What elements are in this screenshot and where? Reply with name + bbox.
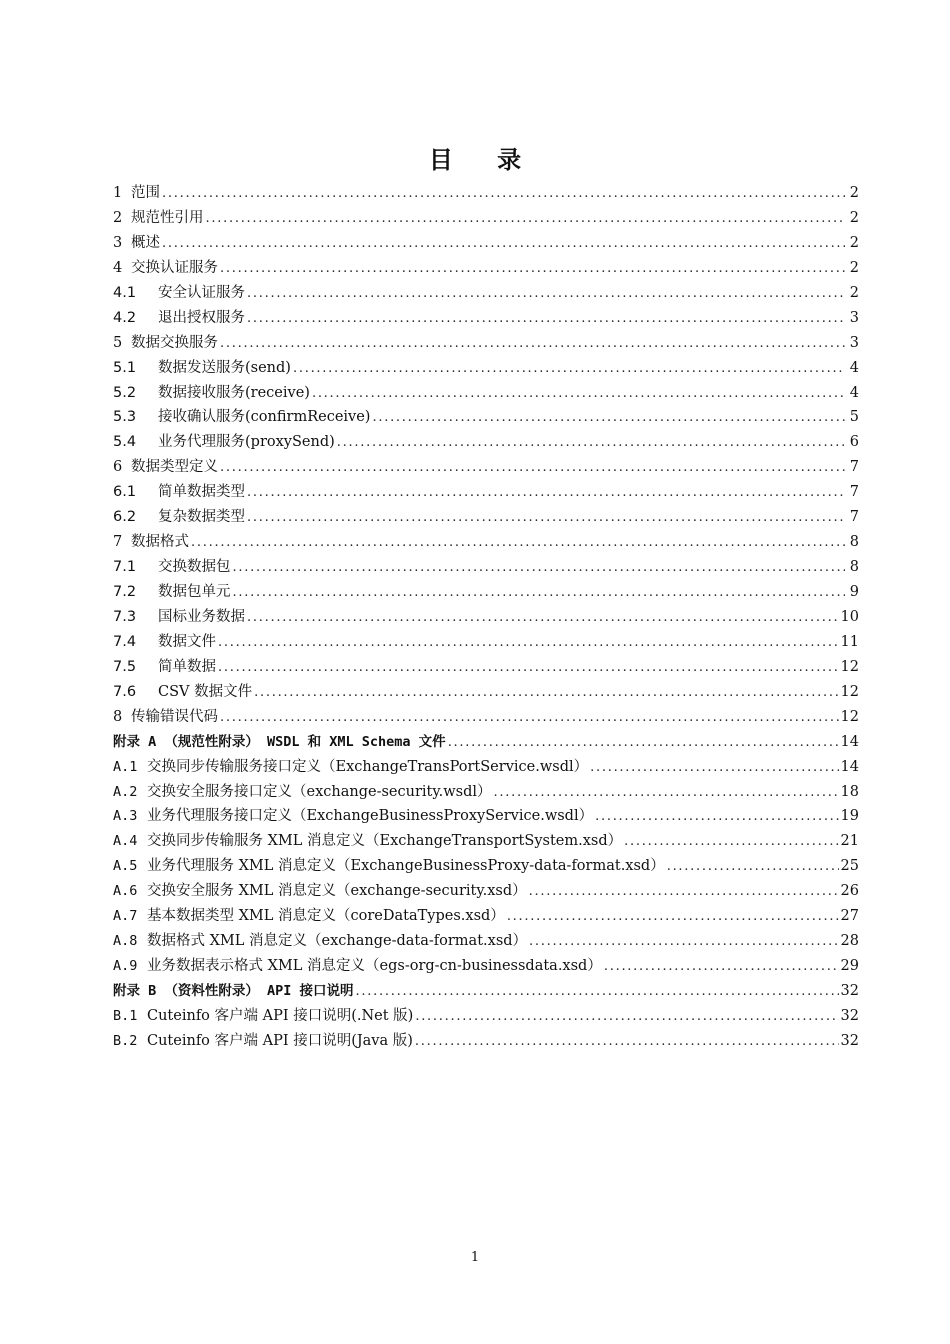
toc-entry[interactable] bbox=[113, 1029, 859, 1054]
toc-entry-label: 交换同步传输服务接口定义（ExchangeTransPortService.wsdl） bbox=[147, 758, 589, 775]
page-title: 目 录 bbox=[428, 146, 540, 174]
toc-leader-dots bbox=[507, 904, 839, 929]
toc-entry-number: 6.2 bbox=[113, 509, 137, 526]
toc-entry[interactable] bbox=[113, 705, 859, 730]
toc-entry-label: 复杂数据类型 bbox=[158, 509, 245, 526]
toc-entry-label: 数据文件 bbox=[158, 633, 216, 650]
toc-leader-dots bbox=[448, 730, 839, 755]
toc-entry-page: 8 bbox=[849, 534, 859, 551]
toc-leader-dots bbox=[233, 555, 846, 580]
toc-leader-dots bbox=[529, 879, 839, 904]
toc-entry[interactable] bbox=[113, 680, 859, 705]
toc-entry-page: 12 bbox=[840, 683, 859, 700]
toc-entry-page: 7 bbox=[849, 509, 859, 526]
toc-entry-page: 3 bbox=[849, 309, 859, 326]
toc-entry-label: 数据类型定义 bbox=[131, 459, 218, 476]
toc-entry-label: 数据交换服务 bbox=[131, 334, 218, 351]
toc-leader-dots bbox=[220, 705, 839, 730]
toc-entry[interactable] bbox=[113, 555, 859, 580]
toc-entry-page: 9 bbox=[849, 584, 859, 600]
toc-leader-dots bbox=[247, 605, 839, 630]
toc-leader-dots bbox=[312, 381, 845, 406]
toc-entry-page: 2 bbox=[849, 185, 859, 201]
toc-entry-label: 交换数据包 bbox=[158, 559, 231, 576]
toc-entry-label: CSV 数据文件 bbox=[158, 683, 253, 700]
toc-entry[interactable] bbox=[113, 505, 859, 530]
toc-entry-number: A.9 bbox=[113, 958, 138, 975]
toc-leader-dots bbox=[415, 1004, 838, 1029]
toc-entry-page: 12 bbox=[840, 708, 859, 725]
toc-entry-page: 7 bbox=[849, 459, 859, 476]
toc-entry-label: 数据接收服务(receive) bbox=[158, 384, 310, 401]
toc-entry-label: Cuteinfo 客户端 API 接口说明(.Net 版) bbox=[147, 1007, 414, 1024]
toc-entry[interactable] bbox=[113, 929, 859, 954]
toc-entry-number: 4.2 bbox=[113, 309, 137, 326]
toc-entry[interactable] bbox=[113, 979, 859, 1004]
toc-leader-dots bbox=[356, 979, 839, 1004]
toc-leader-dots bbox=[220, 256, 845, 281]
toc-entry-label: 概述 bbox=[131, 234, 160, 251]
toc-entry-label: 交换同步传输服务 XML 消息定义（ExchangeTransportSystem.xsd） bbox=[147, 833, 623, 850]
toc-entry-number: A.5 bbox=[113, 858, 138, 875]
toc-leader-dots bbox=[624, 829, 838, 854]
toc-entry-page: 12 bbox=[840, 658, 859, 675]
toc-entry-label: 数据格式 XML 消息定义（exchange-data-format.xsd） bbox=[147, 933, 528, 950]
toc-entry[interactable] bbox=[113, 281, 859, 306]
toc-entry-label: 数据格式 bbox=[131, 534, 189, 551]
toc-entry-number: 3 bbox=[113, 234, 123, 251]
toc-leader-dots bbox=[220, 331, 845, 356]
toc-entry-number: A.8 bbox=[113, 933, 138, 950]
toc-entry-number: A.1 bbox=[113, 758, 138, 775]
toc-entry-page: 29 bbox=[840, 958, 859, 975]
toc-leader-dots bbox=[220, 455, 845, 480]
toc-entry-number: 5 bbox=[113, 334, 123, 351]
toc-entry-label: 附录 A （规范性附录） WSDL 和 XML Schema 文件 bbox=[113, 733, 446, 750]
toc-entry-label: 交换认证服务 bbox=[131, 259, 218, 276]
toc-entry-label: 业务数据表示格式 XML 消息定义（egs-org-cn-businessdata.xsd） bbox=[147, 958, 602, 975]
toc-entry-page: 25 bbox=[840, 858, 859, 875]
toc-entry-number: A.7 bbox=[113, 908, 138, 925]
toc-entry-page: 32 bbox=[840, 983, 859, 999]
toc-entry[interactable] bbox=[113, 780, 859, 805]
toc-entry-page: 11 bbox=[840, 633, 859, 650]
toc-entry-number: 5.1 bbox=[113, 359, 137, 376]
toc-entry-number: B.1 bbox=[113, 1007, 138, 1024]
toc-entry-page: 32 bbox=[840, 1032, 859, 1049]
toc-entry[interactable] bbox=[113, 730, 859, 755]
toc-leader-dots bbox=[529, 929, 839, 954]
toc-entry[interactable] bbox=[113, 879, 859, 904]
toc-entry[interactable] bbox=[113, 455, 859, 480]
toc-entry-label: 业务代理服务接口定义（ExchangeBusinessProxyService.wsdl） bbox=[147, 808, 594, 825]
toc-leader-dots bbox=[667, 854, 839, 879]
toc-entry-page: 14 bbox=[840, 758, 859, 775]
toc-leader-dots bbox=[162, 231, 845, 256]
toc-entry-label: 数据发送服务(send) bbox=[158, 359, 291, 376]
toc-entry-page: 27 bbox=[840, 908, 859, 925]
toc-entry-page: 5 bbox=[849, 409, 859, 426]
toc-leader-dots bbox=[247, 281, 845, 306]
toc-leader-dots bbox=[604, 954, 839, 979]
toc-entry-number: 7.2 bbox=[113, 584, 137, 600]
toc-entry-page: 26 bbox=[840, 883, 859, 900]
toc-leader-dots bbox=[494, 780, 839, 805]
toc-entry[interactable] bbox=[113, 306, 859, 331]
toc-entry-number: A.3 bbox=[113, 808, 138, 825]
toc-entry-label: 退出授权服务 bbox=[158, 309, 245, 326]
toc-entry-label: 交换安全服务 XML 消息定义（exchange-security.xsd） bbox=[147, 883, 527, 900]
toc-entry[interactable] bbox=[113, 580, 859, 605]
toc-entry-label: 接收确认服务(confirmReceive) bbox=[158, 409, 371, 426]
toc-entry[interactable] bbox=[113, 480, 859, 505]
toc-entry-number: 1 bbox=[113, 185, 123, 201]
toc-entry-page: 32 bbox=[840, 1007, 859, 1024]
toc-entry-page: 6 bbox=[849, 434, 859, 451]
toc-leader-dots bbox=[206, 206, 846, 231]
toc-entry[interactable] bbox=[113, 804, 859, 829]
toc-entry-number: 5.4 bbox=[113, 434, 137, 451]
toc-entry-number: 5.2 bbox=[113, 384, 137, 401]
toc-entry-label: 附录 B （资料性附录） API 接口说明 bbox=[113, 983, 354, 999]
toc-leader-dots bbox=[218, 630, 839, 655]
toc-entry-number: B.2 bbox=[113, 1032, 138, 1049]
table-of-contents bbox=[113, 181, 859, 1054]
toc-leader-dots bbox=[415, 1029, 839, 1054]
toc-entry-page: 2 bbox=[849, 209, 859, 226]
page-number: 1 bbox=[470, 1250, 480, 1265]
toc-entry-label: 数据包单元 bbox=[158, 584, 231, 600]
toc-entry-number: 7.4 bbox=[113, 633, 137, 650]
toc-entry[interactable] bbox=[113, 430, 859, 455]
toc-leader-dots bbox=[247, 505, 845, 530]
toc-entry-page: 3 bbox=[849, 334, 859, 351]
toc-entry[interactable] bbox=[113, 181, 859, 206]
toc-entry-page: 21 bbox=[840, 833, 859, 850]
toc-entry-number: 4 bbox=[113, 259, 123, 276]
toc-entry-page: 4 bbox=[849, 359, 859, 376]
toc-entry[interactable] bbox=[113, 829, 859, 854]
toc-entry[interactable] bbox=[113, 256, 859, 281]
toc-entry-page: 2 bbox=[849, 234, 859, 251]
toc-entry-page: 2 bbox=[849, 284, 859, 301]
toc-leader-dots bbox=[590, 755, 838, 780]
toc-entry-number: 7.1 bbox=[113, 559, 137, 576]
toc-entry-page: 8 bbox=[849, 559, 859, 576]
toc-entry[interactable] bbox=[113, 755, 859, 780]
toc-entry-label: 规范性引用 bbox=[131, 209, 204, 226]
toc-entry-label: 简单数据类型 bbox=[158, 484, 245, 501]
toc-leader-dots bbox=[162, 181, 845, 206]
toc-entry-label: Cuteinfo 客户端 API 接口说明(Java 版) bbox=[147, 1032, 413, 1049]
toc-entry-label: 安全认证服务 bbox=[158, 284, 245, 301]
toc-leader-dots bbox=[595, 804, 838, 829]
toc-entry[interactable] bbox=[113, 605, 859, 630]
toc-leader-dots bbox=[233, 580, 846, 605]
toc-entry-page: 4 bbox=[849, 384, 859, 401]
toc-entry-number: 4.1 bbox=[113, 284, 137, 301]
toc-entry-page: 10 bbox=[840, 608, 859, 625]
toc-entry-page: 19 bbox=[840, 808, 859, 825]
toc-entry-number: A.4 bbox=[113, 833, 138, 850]
toc-entry[interactable] bbox=[113, 1004, 859, 1029]
toc-entry[interactable] bbox=[113, 381, 859, 406]
toc-entry[interactable] bbox=[113, 206, 859, 231]
toc-entry-page: 28 bbox=[840, 933, 859, 950]
toc-entry[interactable] bbox=[113, 954, 859, 979]
toc-entry-label: 范围 bbox=[131, 185, 160, 201]
toc-entry-number: A.2 bbox=[113, 783, 138, 800]
toc-entry-label: 交换安全服务接口定义（exchange-security.wsdl） bbox=[147, 783, 492, 800]
toc-entry-page: 7 bbox=[849, 484, 859, 501]
toc-leader-dots bbox=[247, 480, 845, 505]
toc-entry[interactable] bbox=[113, 904, 859, 929]
toc-entry[interactable] bbox=[113, 630, 859, 655]
toc-leader-dots bbox=[372, 405, 845, 430]
toc-entry-number: 6.1 bbox=[113, 484, 137, 501]
toc-entry[interactable] bbox=[113, 655, 859, 680]
toc-entry-label: 基本数据类型 XML 消息定义（coreDataTypes.xsd） bbox=[147, 908, 505, 925]
toc-leader-dots bbox=[247, 306, 845, 331]
toc-entry-number: 6 bbox=[113, 459, 123, 476]
toc-entry-number: 2 bbox=[113, 209, 123, 226]
toc-entry[interactable] bbox=[113, 231, 859, 256]
toc-entry[interactable] bbox=[113, 331, 859, 356]
toc-leader-dots bbox=[293, 356, 845, 381]
toc-entry-number: 7.3 bbox=[113, 608, 137, 625]
toc-entry-label: 简单数据 bbox=[158, 658, 216, 675]
toc-entry[interactable] bbox=[113, 356, 859, 381]
toc-entry-page: 14 bbox=[840, 733, 859, 750]
toc-leader-dots bbox=[218, 655, 839, 680]
toc-entry[interactable] bbox=[113, 530, 859, 555]
toc-entry-label: 业务代理服务(proxySend) bbox=[158, 434, 335, 451]
toc-entry[interactable] bbox=[113, 854, 859, 879]
toc-entry-number: 7.5 bbox=[113, 658, 137, 675]
toc-entry-label: 国标业务数据 bbox=[158, 608, 245, 625]
toc-entry-number: 8 bbox=[113, 708, 123, 725]
toc-leader-dots bbox=[254, 680, 838, 705]
toc-entry-page: 2 bbox=[849, 259, 859, 276]
toc-entry-label: 传输错误代码 bbox=[131, 708, 218, 725]
toc-entry-number: A.6 bbox=[113, 883, 138, 900]
toc-leader-dots bbox=[191, 530, 845, 555]
toc-entry-number: 7 bbox=[113, 534, 123, 551]
toc-leader-dots bbox=[337, 430, 845, 455]
toc-entry-number: 7.6 bbox=[113, 683, 137, 700]
toc-entry-number: 5.3 bbox=[113, 409, 137, 426]
toc-entry-label: 业务代理服务 XML 消息定义（ExchangeBusinessProxy-data-format.xsd） bbox=[147, 858, 665, 875]
toc-entry[interactable] bbox=[113, 405, 859, 430]
toc-entry-page: 18 bbox=[840, 783, 859, 800]
